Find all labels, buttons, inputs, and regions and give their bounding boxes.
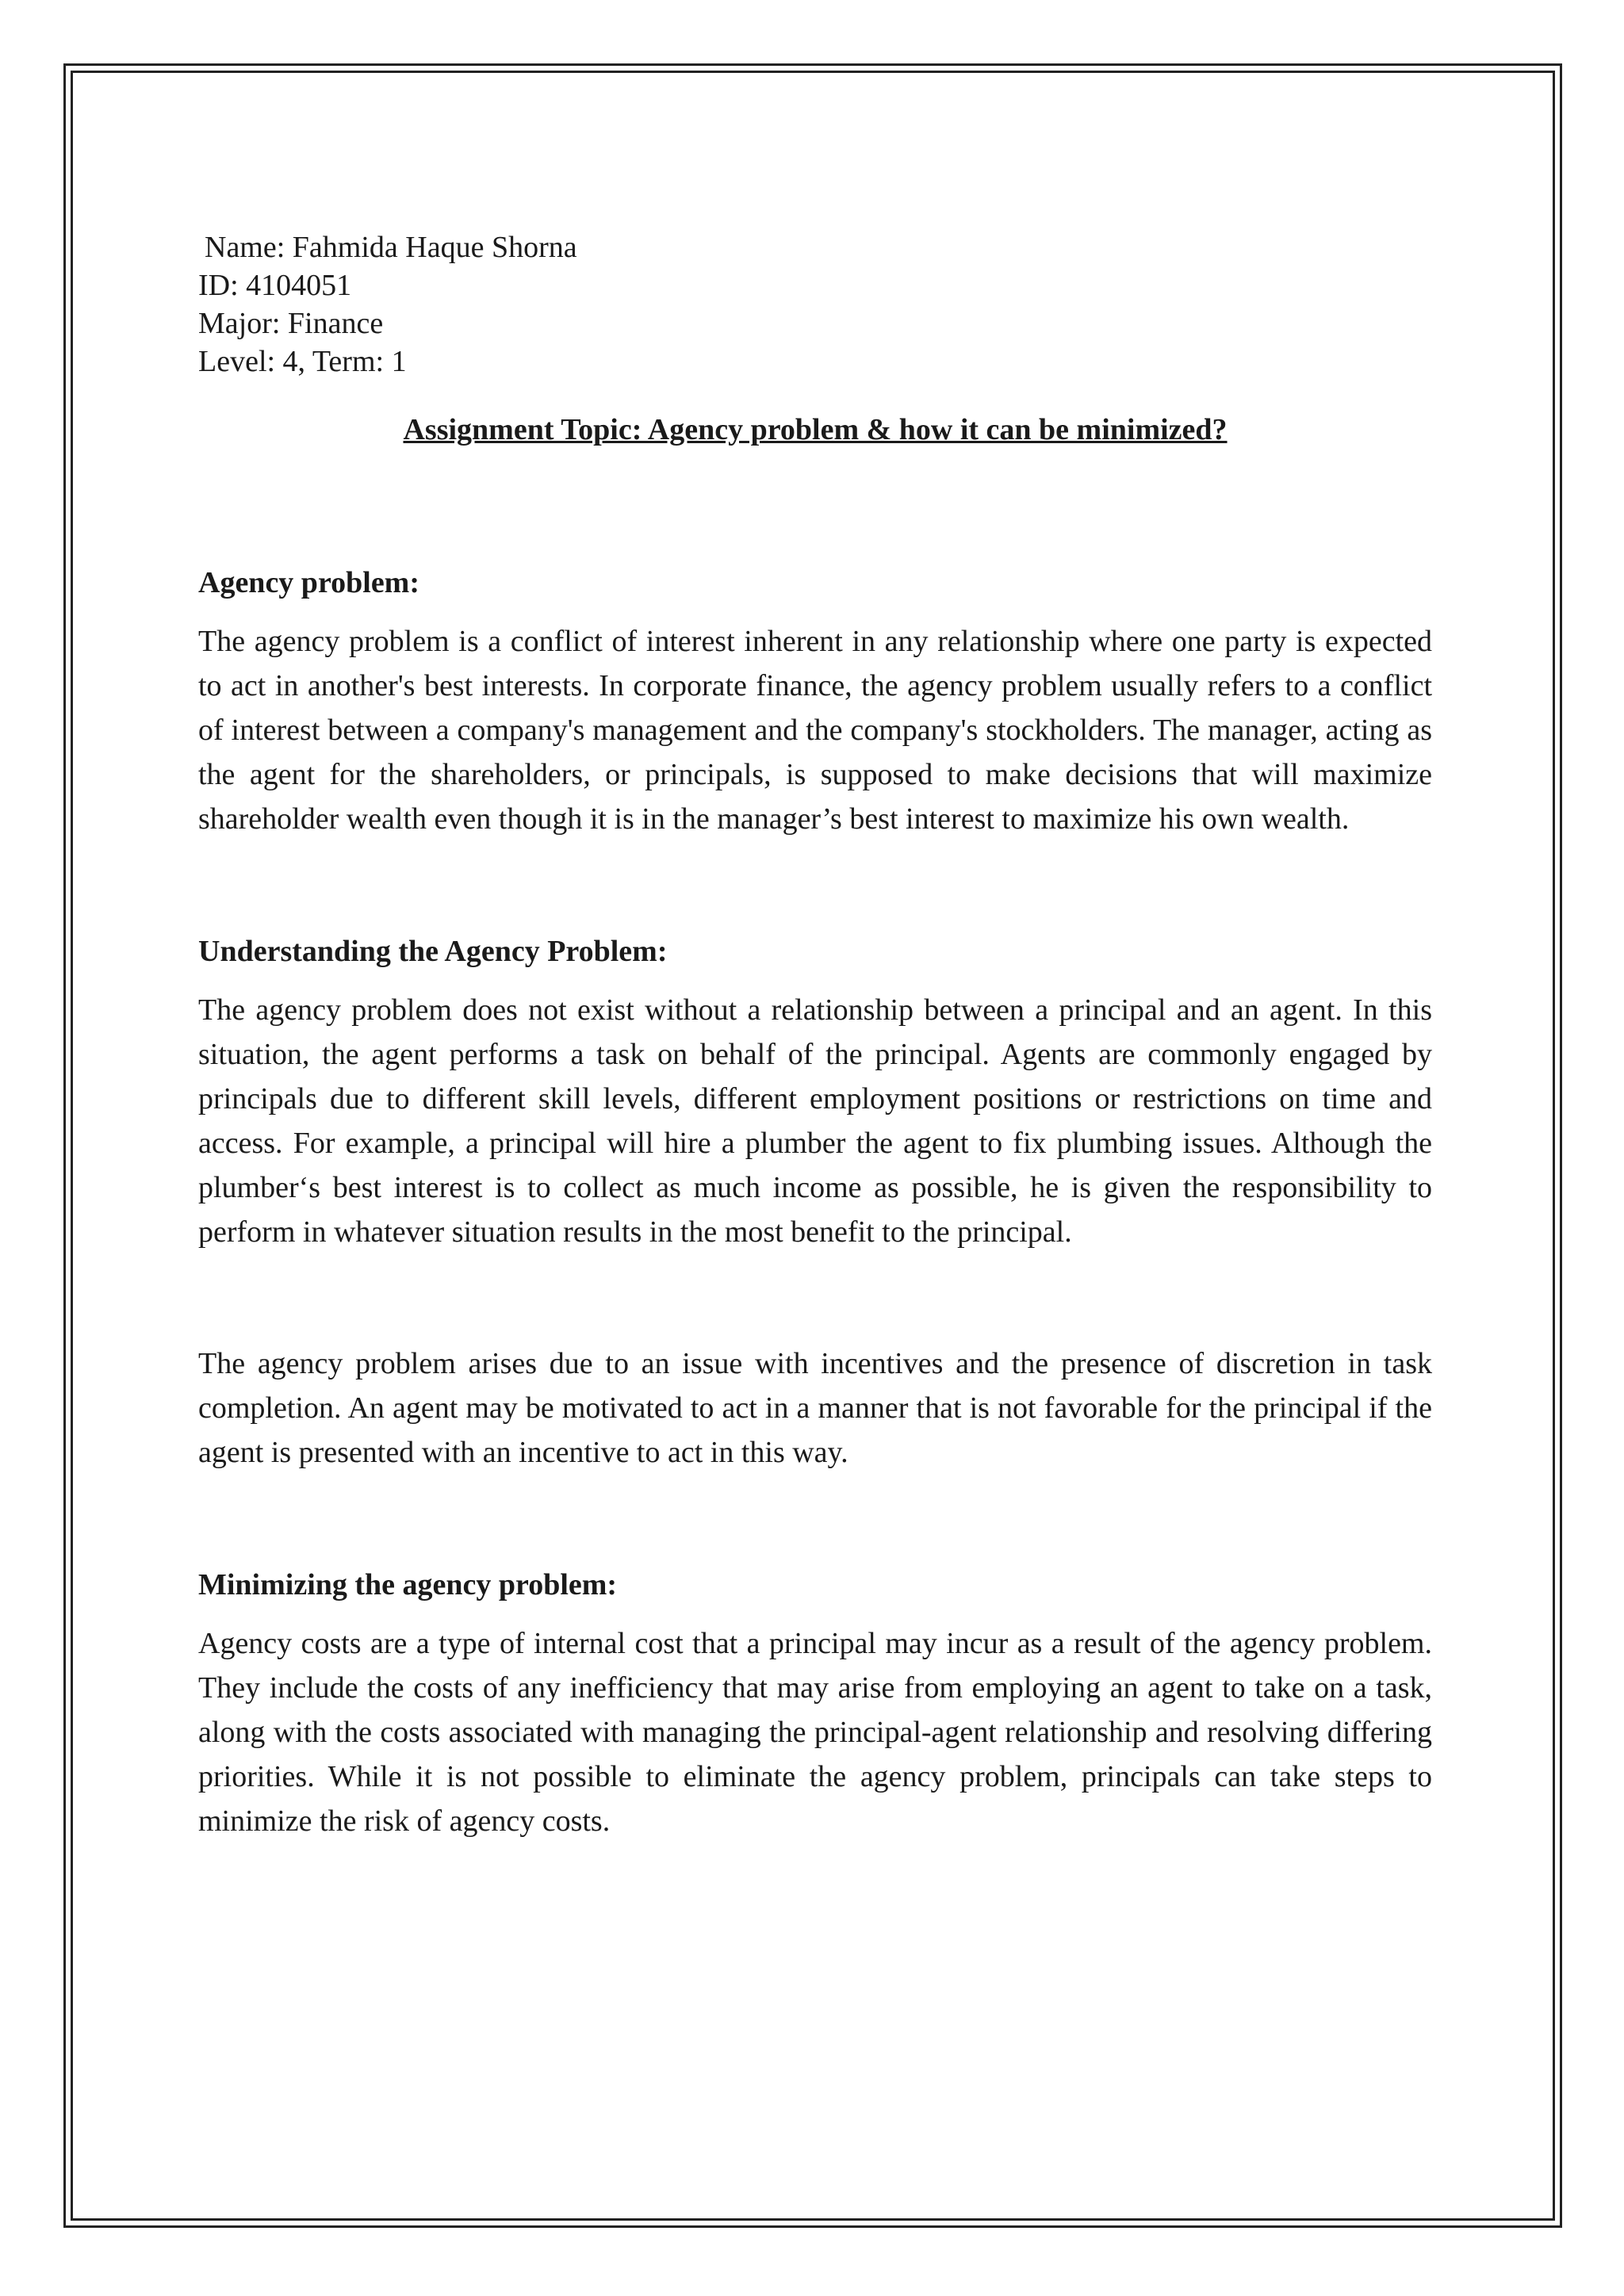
section-heading-minimizing: Minimizing the agency problem: [198, 1568, 618, 1601]
section-heading-understanding: Understanding the Agency Problem: [198, 935, 668, 968]
student-name: Name: Fahmida Haque Shorna [205, 231, 577, 264]
section-heading-agency-problem: Agency problem: [198, 566, 419, 599]
assignment-title: Assignment Topic: Agency problem & how it can be minimized? [403, 413, 1228, 446]
student-major: Major: Finance [198, 307, 384, 340]
student-level: Level: 4, Term: 1 [198, 345, 407, 378]
document-body [198, 228, 1432, 1843]
paragraph-agency-problem: The agency problem is a conflict of interest inherent in any relationship where one party is expected to act in another's best interests. In corporate finance, the agency problem usually refers to a conflict of interest between a company's management and the company's stockholders. The manager, acting as the agent for the shareholders, or principals, is supposed to make decisions that will maximize shareholder wealth even though it is in the manager’s best interest to maximize his own wealth. [198, 625, 1432, 836]
paragraph-minimizing: Agency costs are a type of internal cost that a principal may incur as a result of the agency problem. They include the costs of any inefficiency that may arise from employing an agent to take on a task, along with the costs associated with managing the principal-agent relationship and resolving differing priorities. While it is not possible to eliminate the agency problem, principals can take steps to minimize the risk of agency costs. [198, 1627, 1432, 1838]
student-id: ID: 4104051 [198, 269, 352, 302]
paragraph-understanding-1: The agency problem does not exist without a relationship between a principal and an agent. In this situation, the agent performs a task on behalf of the principal. Agents are commonly engaged by principals due to different skill levels, different employment positions or restrictions on time and access. For example, a principal will hire a plumber the agent to fix plumbing issues. Although the plumber‘s best interest is to collect as much income as possible, he is given the responsibility to perform in whatever situation results in the most benefit to the principal. [198, 993, 1432, 1249]
paragraph-understanding-2: The agency problem arises due to an issue with incentives and the presence of discretion in task completion. An agent may be motivated to act in a manner that is not favorable for the principal if the agent is presented with an incentive to act in this way. [198, 1347, 1432, 1469]
